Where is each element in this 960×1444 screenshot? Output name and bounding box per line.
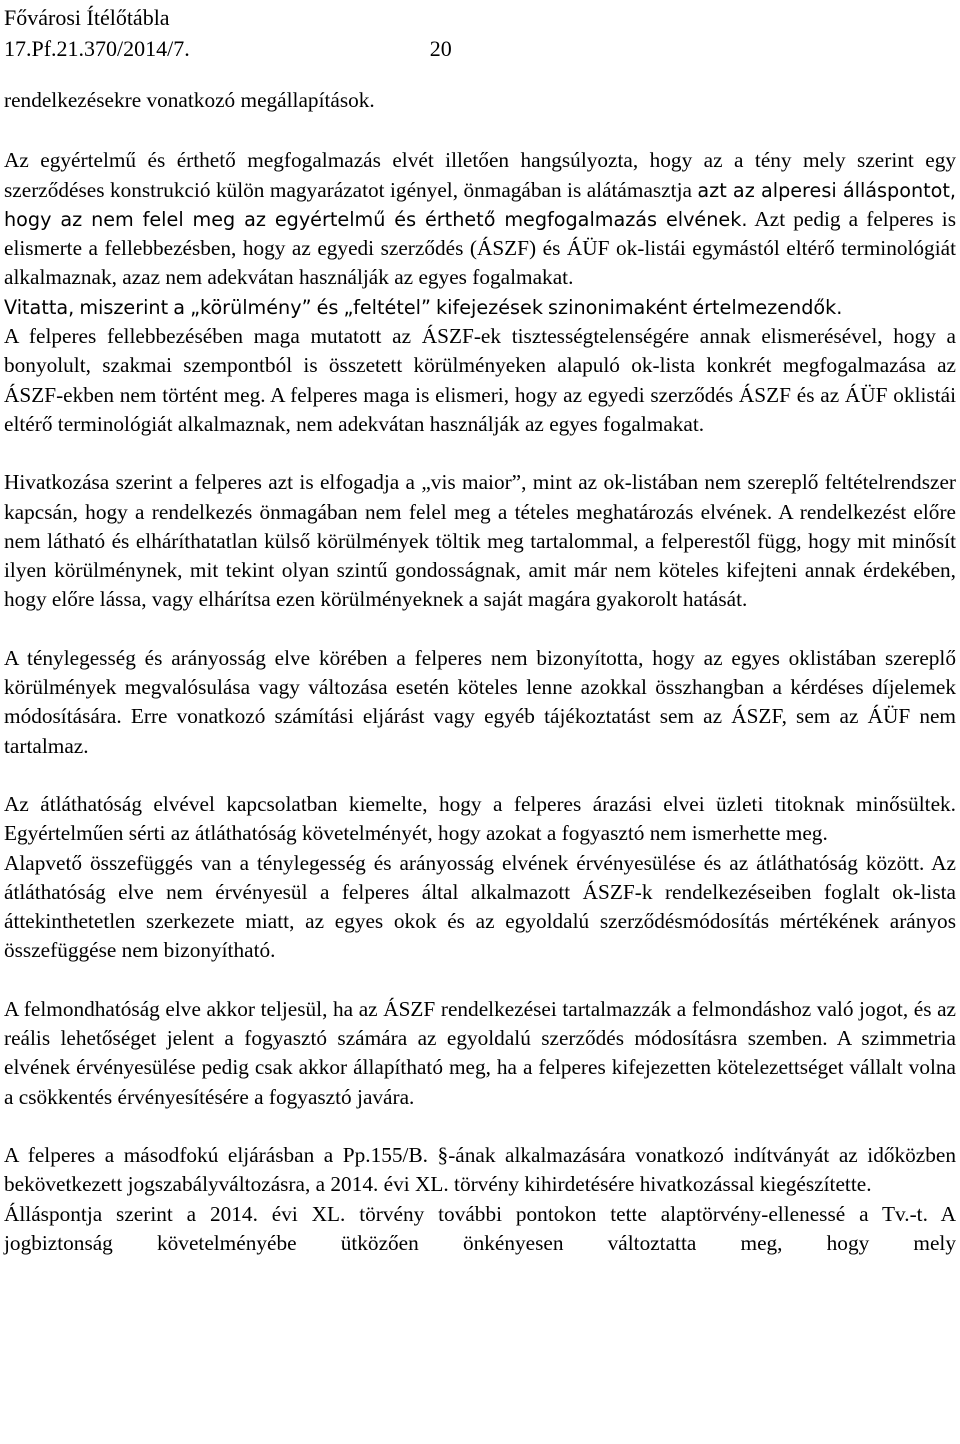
paragraph-position: Álláspontja szerint a 2014. évi XL. törvény további pontokon tette alaptörvény-ellenessé a Tv.-t. A jogbiztonság követelményébe ütközően önkényesen változtatta meg, hogy mely	[4, 1201, 956, 1255]
paragraph-correlation: Alapvető összefüggés van a ténylegesség és arányosság elvének érvényesülése és az átláthatóság között. Az átláthatóság elve nem érvényesül a felperes által alkalmazott ÁSZF-k rendelkezéseiben foglalt ok-lista áttekinthetetlen szerkezete miatt, az egyes okok és az egyoldalú szerződésmódosítás mértékének arányos összefüggése nem bizonyítható.	[4, 850, 956, 963]
paragraph-continuation: rendelkezésekre vonatkozó megállapítások.	[4, 88, 375, 112]
document-page	[4, 2, 956, 1258]
paragraph-clarity-part-3: Azt pedig a felperes is elismerte a fellebbezésben, hogy az egyedi szerződés (ÁSZF) és ÁÜF ok-listái egymástól eltérő terminológiát alkalmaznak, azaz nem adekvátan használják az egyes fogalmakat.	[4, 206, 956, 290]
case-number: 17.Pf.21.370/2014/7.	[4, 36, 190, 61]
paragraph-proportionality: A ténylegesség és arányosság elve körében a felperes nem bizonyította, hogy az egyes oklistában szereplő körülmények megvalósulása vagy változása esetén köteles lenne azokkal összhangban a kérdéses díjelemek módosítására. Erre vonatkozó számítási eljárást vagy egyéb tájékoztatást sem az ÁSZF, sem az ÁÜF nem tartalmaz.	[4, 645, 956, 758]
paragraph-clarity-part-2: azt az alperesi álláspontot, hogy az nem felel meg az egyértelmű és érthető megfogalmazás elvének.	[4, 178, 956, 231]
court-name: Fővárosi Ítélőtábla	[4, 5, 170, 30]
paragraph-clarity-part-1: Az egyértelmű és érthető megfogalmazás elvét illetően hangsúlyozta, hogy az a tény mely szerint egy szerződéses konstrukció külön magyarázatot igényel, önmagában is alátámasztja	[4, 148, 956, 202]
paragraph-unfairness: A felperes fellebbezésében maga mutatott az ÁSZF-ek tisztességtelenségére annak elismerésével, hogy a bonyolult, szakmai szempontból is összetett körülményeken alapuló ok-lista konkrét megfogalmazása az ÁSZF-ekben nem történt meg. A felperes maga is elismeri, hogy az egyedi szerződés ÁSZF és az ÁÜF oklistái eltérő terminológiát alkalmaznak, nem adekvátan használják az egyes fogalmakat.	[4, 324, 956, 436]
header-case-row	[4, 33, 956, 64]
paragraph-transparency: Az átláthatóság elvével kapcsolatban kiemelte, hogy a felperes árazási elvei üzleti titoknak minősültek. Egyértelműen sérti az átláthatóság követelményét, hogy azokat a fogyasztó nem ismerhette meg.	[4, 791, 956, 846]
paragraph-motion: A felperes a másodfokú eljárásban a Pp.155/B. §-ának alkalmazására vonatkozó indítványát az időközben bekövetkezett jogszabályváltozásra, a 2014. évi XL. törvény kihirdetésére hivatkozással kiegészítette.	[4, 1142, 956, 1197]
page-number: 20	[429, 36, 452, 61]
paragraph-synonyms: Vitatta, miszerint a „körülmény” és „feltétel” kifejezések szinonimaként értelmezendők.	[4, 295, 843, 319]
paragraph-termination: A felmondhatóság elve akkor teljesül, ha az ÁSZF rendelkezései tartalmazzák a felmondáshoz való jogot, és az reális lehetőséget jelent a fogyasztó számára az egyoldalú szerződés módosításra szemben. A szimmetria elvének érvényesülése pedig csak akkor állapítható meg, ha a felperes kifejezetten kötelezettséget vállalt volna a csökkentés érvényesítésére a fogyasztó javára.	[4, 996, 956, 1109]
paragraph-clarity	[4, 146, 956, 292]
document-header	[4, 2, 956, 64]
paragraph-vis-maior: Hivatkozása szerint a felperes azt is elfogadja a „vis maior”, mint az ok-listában nem szereplő feltételrendszer kapcsán, hogy a rendelkezés önmagában nem felel meg a tételes meghatározás elvének. A rendelkezést előre nem látható és elháríthatatlan külső körülmények töltik meg tartalommal, a felperestől függ, hogy mit minősít ilyen körülménynek, mit tekint olyan szintű gondosságnak, amit már nem köteles kifejteni annak érdekében, hogy előre lássa, vagy elhárítsa ezen körülményeknek a saját magára gyakorolt hatását.	[4, 470, 956, 612]
